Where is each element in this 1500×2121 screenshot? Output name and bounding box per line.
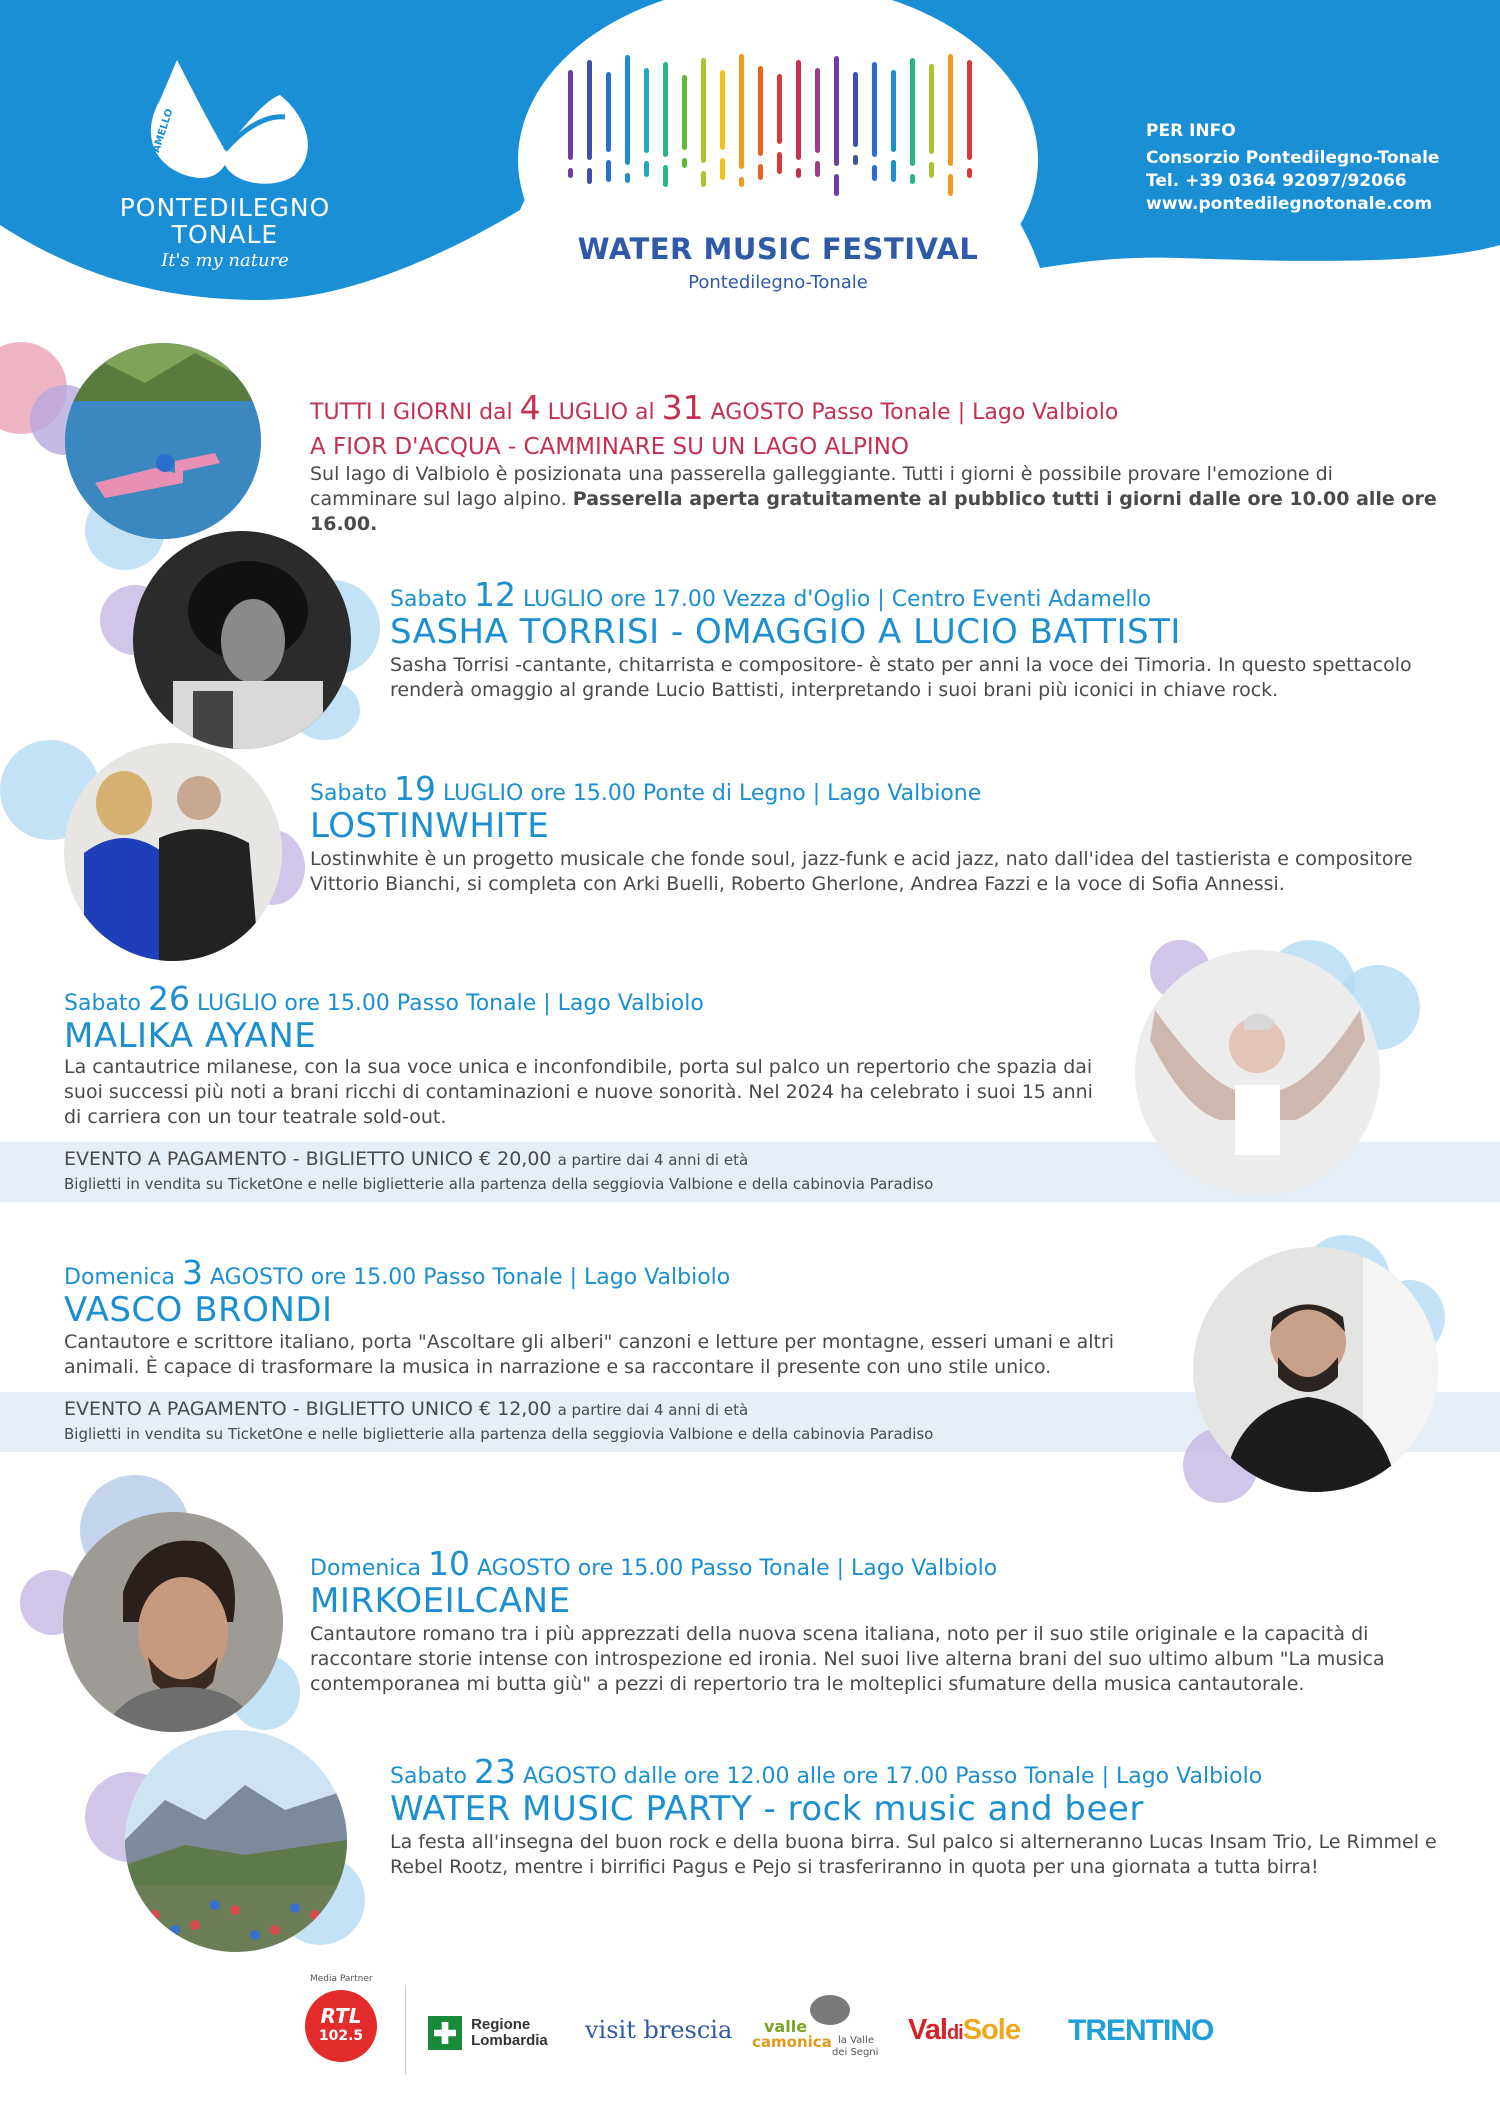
event-1-desc-text: Sul lago di Valbiolo è posizionata una passerella galleggiante. Tutti i giorni è possibile provare l'emozione di camminare sul lago alpino.: [310, 463, 1333, 510]
val-di-sole-part3: Sole: [962, 2014, 1020, 2046]
event-6-day-number: 10: [428, 1544, 470, 1583]
festival-key-drop: [644, 161, 649, 177]
festival-key-bar: [644, 68, 649, 153]
event-4-title: MALIKA AYANE: [64, 1016, 317, 1056]
festival-key-drop: [777, 152, 782, 174]
event-2-day: Sabato: [390, 587, 467, 612]
festival-key-bar: [872, 62, 877, 157]
festival-key-bar: [834, 56, 839, 166]
event-5-description: Cantautore e scrittore italiano, porta "Ascoltare gli alberi" canzoni e letture per montagne, esseri umani e altri animali. È capace di trasformare la musica in narrazione e sa raccontare il presente con uno stile unico.: [64, 1331, 1115, 1378]
pontedilegno-logo: [115, 55, 335, 295]
info-consortium: Consorzio Pontedilegno-Tonale: [1146, 148, 1440, 168]
event-2-date-rest: LUGLIO ore 17.00 Vezza d'Oglio | Centro Eventi Adamello: [522, 587, 1152, 612]
regione-lombardia-logo: [428, 2016, 548, 2050]
event-1-desc-bold: Passerella aperta gratuitamente al pubblico tutti i giorni dalle ore 10.00 alle ore 16.00.: [310, 488, 1437, 535]
rtl-logo: [305, 1990, 377, 2062]
valle-camonica-tag1: la Valle: [838, 2035, 874, 2046]
festival-keys-logo-icon: [560, 50, 1000, 220]
trentino-logo: TRENTINO: [1068, 2014, 1214, 2047]
media-partner-label: Media Partner: [310, 1974, 373, 1984]
festival-key-drop: [872, 165, 877, 181]
festival-key-drop: [891, 160, 896, 182]
event-2-description: Sasha Torrisi -cantante, chitarrista e compositore- è stato per anni la voce dei Timoria. In questo spettacolo renderà omaggio al grande Lucio Battisti, interpretando i suoi brani più iconici in chiave rock.: [390, 654, 1412, 701]
event-4-ticket-sales: Biglietti in vendita su TicketOne e nelle biglietterie alla partenza della seggiovia Valbione e della cabinovia Paradiso: [64, 1175, 934, 1193]
event-4-date-rest: LUGLIO ore 15.00 Passo Tonale | Lago Valbiolo: [196, 991, 704, 1016]
festival-key-drop: [758, 164, 763, 180]
festival-key-bar: [701, 58, 706, 163]
event-1-date: [310, 388, 1118, 427]
festival-key-drop: [929, 162, 934, 178]
valle-camonica-logo: [752, 1993, 879, 2063]
logo-name-line2: TONALE: [171, 220, 279, 249]
festival-key-drop: [682, 158, 687, 168]
festival-key-bar: [948, 54, 953, 166]
festival-key-bar: [853, 72, 858, 147]
event-2-day-number: 12: [473, 575, 516, 614]
festival-key-drop: [834, 174, 839, 196]
event-7-day-number: 23: [473, 1752, 516, 1791]
event-7-date-rest: AGOSTO dalle ore 12.00 alle ore 17.00 Passo Tonale | Lago Valbiolo: [522, 1764, 1263, 1789]
festival-key-bar: [720, 70, 725, 150]
event-photo-mirkoeilcane: [63, 1512, 283, 1732]
valle-camonica-line2: camonica: [752, 2033, 832, 2051]
event-4-ticket-line: [64, 1148, 748, 1170]
val-di-sole-logo: [908, 2014, 1020, 2047]
event-photo-water-music-party: [125, 1730, 347, 1952]
rtl-logo-text: RTL: [320, 2004, 362, 2028]
festival-key-drop: [587, 168, 592, 184]
festival-key-drop: [701, 171, 706, 187]
festival-key-drop: [739, 177, 744, 187]
festival-key-bar: [663, 62, 668, 157]
festival-title: WATER MUSIC FESTIVAL: [577, 232, 979, 266]
festival-key-drop: [720, 158, 725, 180]
rtl-logo-frequency: 102.5: [318, 2028, 364, 2044]
festival-key-bar: [796, 60, 801, 160]
event-4-ticket-note: a partire dai 4 anni di età: [557, 1151, 749, 1169]
event-photo-sasha-torrisi: [133, 531, 351, 749]
valle-camonica-icon: [810, 1995, 850, 2025]
regione-lombardia-line2: Lombardia: [471, 2032, 548, 2049]
festival-key-bar: [587, 60, 592, 160]
festival-key-bar: [758, 66, 763, 156]
event-4-ticket-price: EVENTO A PAGAMENTO - BIGLIETTO UNICO € 20,00: [64, 1148, 552, 1170]
festival-key-bar: [891, 70, 896, 152]
festival-key-bar: [682, 75, 687, 150]
event-3-day: Sabato: [310, 781, 387, 806]
visit-brescia-logo: visit brescia: [585, 2016, 733, 2044]
festival-key-drop: [625, 173, 630, 183]
valle-camonica-line1: valle: [764, 2017, 808, 2036]
event-1-title: A FIOR D'ACQUA - CAMMINARE SU UN LAGO ALPINO: [310, 434, 910, 460]
event-5-ticket-line: [64, 1398, 748, 1420]
event-4-day-number: 26: [147, 979, 190, 1018]
logo-tagline: It's my nature: [161, 250, 289, 271]
festival-key-bar: [739, 54, 744, 169]
regione-lombardia-icon: [428, 2016, 462, 2050]
festival-key-drop: [853, 155, 858, 165]
festival-key-drop: [568, 168, 573, 178]
val-di-sole-part1: Val: [908, 2014, 947, 2046]
sponsor-divider: [405, 1985, 406, 2075]
festival-key-bar: [815, 68, 820, 153]
festival-key-bar: [777, 74, 782, 144]
event-6-date-rest: AGOSTO ore 15.00 Passo Tonale | Lago Valbiolo: [477, 1556, 998, 1581]
logo-name-line1: PONTEDILEGNO: [119, 193, 331, 222]
event-6-day: Domenica: [310, 1556, 421, 1581]
event-5-ticket-price: EVENTO A PAGAMENTO - BIGLIETTO UNICO € 12,00: [64, 1398, 552, 1420]
event-3-description: Lostinwhite è un progetto musicale che fonde soul, jazz-funk e acid jazz, nato dall'idea del tastierista e compositore Vittorio Bianchi, si completa con Arki Buelli, Roberto Gherlone, Andrea Fazzi e la voce di Sofia Annessi.: [310, 848, 1413, 895]
festival-key-bar: [929, 64, 934, 154]
event-3-date-rest: LUGLIO ore 15.00 Ponte di Legno | Lago Valbione: [442, 781, 982, 806]
festival-key-bar: [606, 72, 611, 152]
event-5-ticket-note: a partire dai 4 anni di età: [557, 1401, 749, 1419]
event-5-ticket-sales: Biglietti in vendita su TicketOne e nelle biglietterie alla partenza della seggiovia Valbione e della cabinovia Paradiso: [64, 1425, 934, 1443]
event-4-day: Sabato: [64, 991, 141, 1016]
festival-key-drop: [910, 174, 915, 184]
event-3-title: LOSTINWHITE: [310, 806, 550, 846]
event-1-end-number: 31: [661, 388, 704, 427]
event-6-description: Cantautore romano tra i più apprezzati della nuova scena italiana, noto per il suo stile originale e la capacità di raccontare storie intense con introspezione ed ironia. Nel suoi live alterna brani del suo ultimo album "La musica contemporanea mi butta giù" a pezzi di repertorio tra le molteplici sfumature della musica cantautorale.: [310, 1623, 1385, 1695]
event-1-day: TUTTI I GIORNI dal: [310, 400, 513, 425]
info-heading: PER INFO: [1146, 121, 1236, 141]
info-phone: Tel. +39 0364 92097/92066: [1146, 171, 1407, 191]
event-7-description: La festa all'insegna del buon rock e della buona birra. Sul palco si alterneranno Lucas Insam Trio, Le Rimmel e Rebel Rootz, mentre i birrifici Pagus e Pejo si trasferiranno in quota per una giornata a tutta birra!: [390, 1831, 1437, 1878]
festival-key-drop: [815, 161, 820, 177]
event-3-date: [310, 769, 981, 808]
info-block: [1146, 120, 1439, 216]
event-1-date-rest: AGOSTO Passo Tonale | Lago Valbiolo: [710, 400, 1119, 425]
festival-key-bar: [625, 55, 630, 165]
event-6-title: MIRKOEILCANE: [310, 1581, 571, 1621]
festival-key-bar: [967, 60, 972, 160]
event-7-date: [390, 1752, 1262, 1791]
event-5-day: Domenica: [64, 1265, 175, 1290]
event-photo-floating-walkway: [65, 343, 261, 539]
festival-key-drop: [796, 168, 801, 178]
festival-subtitle: Pontedilegno-Tonale: [688, 272, 868, 293]
event-photo-malika-ayane: [1135, 950, 1380, 1195]
event-5-date: [64, 1253, 730, 1292]
festival-key-drop: [663, 165, 668, 187]
event-3-day-number: 19: [393, 769, 436, 808]
festival-key-drop: [606, 160, 611, 182]
event-6-date: [310, 1544, 997, 1583]
event-2-date: [390, 575, 1151, 614]
event-photo-lostinwhite: [64, 743, 282, 961]
event-4-description: La cantautrice milanese, con la sua voce unica e inconfondibile, porta sul palco un repertorio che spazia dai suoi successi più noti a brani ricchi di contaminazioni e nuove sonorità. Nel 2024 ha celebrato i suoi 15 anni di carriera con un tour teatrale sold-out.: [64, 1056, 1093, 1128]
event-7-day: Sabato: [390, 1764, 467, 1789]
regione-lombardia-line1: Regione: [471, 2016, 531, 2033]
event-5-title: VASCO BRONDI: [64, 1290, 333, 1330]
event-1-day-number: 4: [519, 388, 541, 427]
event-5-day-number: 3: [182, 1253, 203, 1292]
event-4-date: [64, 979, 704, 1018]
event-7-title: WATER MUSIC PARTY - rock music and beer: [390, 1789, 1144, 1829]
event-1-date-middle: LUGLIO al: [547, 400, 655, 425]
valle-camonica-tag2: dei Segni: [832, 2047, 879, 2058]
logo-mountain-label: ADAMELLO: [146, 107, 176, 170]
festival-key-bar: [568, 70, 573, 160]
info-website-link[interactable]: www.pontedilegnotonale.com: [1146, 194, 1433, 214]
festival-key-drop: [967, 168, 972, 178]
event-2-title: SASHA TORRISI - OMAGGIO A LUCIO BATTISTI: [390, 612, 1181, 652]
mountain-logo-icon: [115, 55, 335, 195]
festival-key-drop: [948, 174, 953, 196]
val-di-sole-part2: di: [946, 2022, 963, 2044]
event-photo-vasco-brondi: [1193, 1247, 1438, 1492]
event-5-date-rest: AGOSTO ore 15.00 Passo Tonale | Lago Valbiolo: [210, 1265, 731, 1290]
festival-key-bar: [910, 58, 915, 166]
event-1-description: [310, 462, 1445, 537]
